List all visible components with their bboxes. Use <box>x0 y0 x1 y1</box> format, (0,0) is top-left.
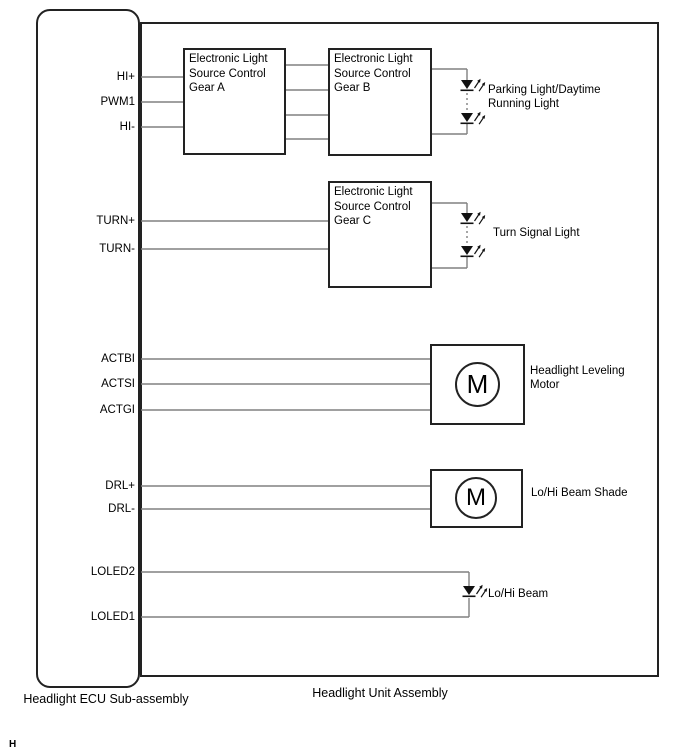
beam-shade-label <box>531 486 628 500</box>
leveling-motor-label-line1: Headlight Leveling <box>530 365 625 377</box>
pin-drl-plus: DRL+ <box>105 480 135 492</box>
pin-hi-minus: HI- <box>119 121 135 133</box>
pin-loled1: LOLED1 <box>90 611 135 623</box>
leveling-motor-symbol: M <box>455 362 500 407</box>
headlight-ecu-box <box>36 9 140 688</box>
leveling-motor-label <box>530 364 625 392</box>
turn-signal-label-line1: Turn Signal Light <box>493 227 580 239</box>
pin-loled2: LOLED2 <box>90 566 135 578</box>
unit-caption: Headlight Unit Assembly <box>312 686 448 700</box>
gear-b-line2: Source Control <box>334 67 411 80</box>
footnote-h: H <box>9 739 17 750</box>
gear-c-line1: Electronic Light <box>334 186 413 198</box>
pin-drl-minus: DRL- <box>108 503 135 515</box>
leveling-motor-label-line2: Motor <box>530 379 560 391</box>
control-gear-b-box <box>328 48 432 156</box>
control-gear-a-box <box>183 48 286 155</box>
gear-b-line3: Gear B <box>334 82 371 94</box>
low-high-beam-label <box>488 587 548 601</box>
ecu-caption: Headlight ECU Sub-assembly <box>23 692 189 706</box>
parking-light-label-line1: Parking Light/Daytime <box>488 84 601 96</box>
pin-actbi: ACTBI <box>101 353 135 365</box>
pin-hi-plus: HI+ <box>116 71 135 83</box>
parking-light-label <box>488 83 601 111</box>
beam-shade-label-line1: Lo/Hi Beam Shade <box>531 487 628 499</box>
gear-c-line3: Gear C <box>334 215 372 227</box>
gear-a-line1: Electronic Light <box>189 53 268 65</box>
turn-signal-label <box>493 226 580 240</box>
gear-b-line1: Electronic Light <box>334 53 413 65</box>
gear-a-line3: Gear A <box>189 82 225 94</box>
gear-a-line2: Source Control <box>189 67 266 80</box>
pin-turn-minus: TURN- <box>99 243 135 255</box>
gear-c-line2: Source Control <box>334 200 411 213</box>
control-gear-c-box <box>328 181 432 288</box>
parking-light-label-line2: Running Light <box>488 98 559 110</box>
pin-pwm1: PWM1 <box>100 96 135 108</box>
pin-actgi: ACTGI <box>99 404 135 416</box>
low-high-beam-label-line1: Lo/Hi Beam <box>488 588 549 600</box>
pin-actsi: ACTSI <box>101 378 135 390</box>
beam-shade-motor-symbol: M <box>455 477 497 519</box>
pin-turn-plus: TURN+ <box>96 215 135 227</box>
